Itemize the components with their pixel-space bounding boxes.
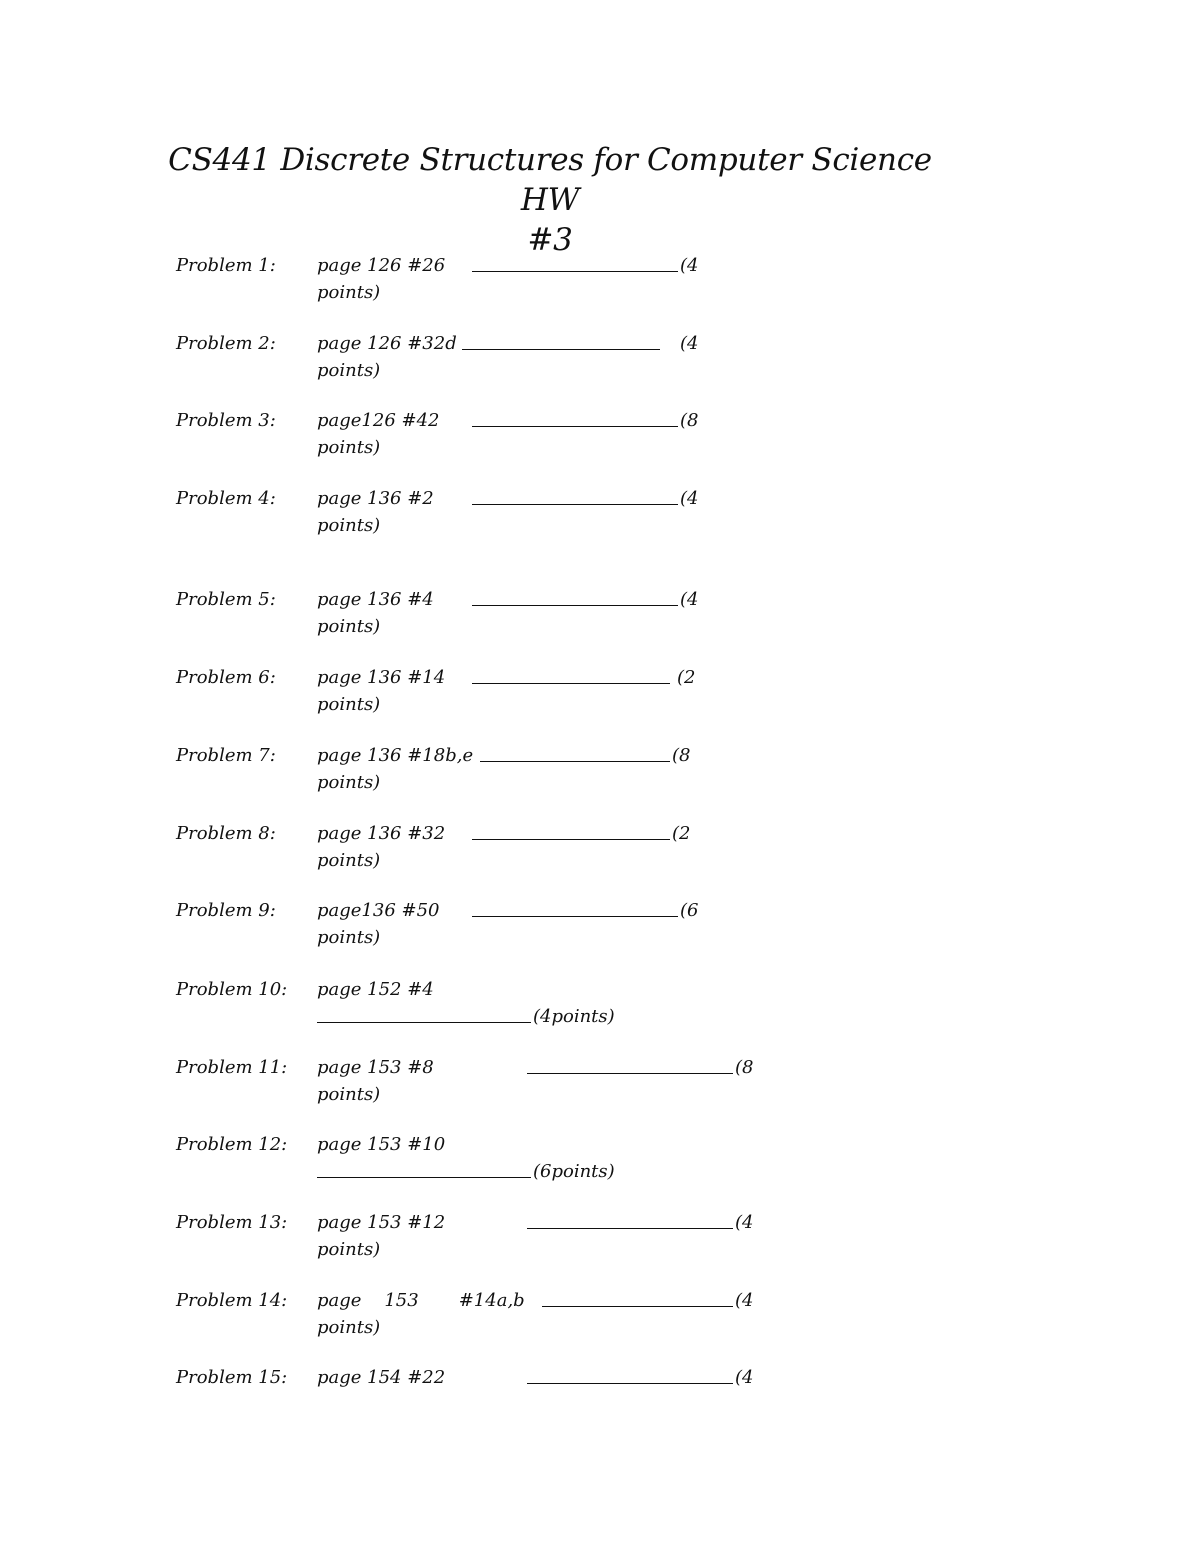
problem-page-ref: page 152 #4 [317,979,434,1000]
problem-points-cont: points) [317,850,381,871]
problem-label: Problem 14: [176,1290,288,1311]
problem-row-4 [0,485,1200,545]
problem-label: Problem 13: [176,1212,288,1233]
problem-page-ref: page 136 #4 [317,589,434,610]
problem-row-2 [0,330,1200,390]
problem-points-cont: points) [317,927,381,948]
problem-points: (2 [672,823,691,844]
problem-label: Problem 1: [176,255,276,276]
problem-page-ref: page 153 #8 [317,1057,434,1078]
problem-points: (6 [680,900,699,921]
problem-points-cont: points) [317,437,381,458]
answer-blank[interactable] [472,839,670,840]
problem-points: (4 [735,1290,754,1311]
problem-row-14 [0,1287,1200,1347]
answer-blank[interactable] [472,683,670,684]
problem-page-ref: page 136 #14 [317,667,446,688]
problem-points: (4 [735,1367,754,1388]
problem-row-8 [0,820,1200,880]
problem-page-ref: page136 #50 [317,900,440,921]
answer-blank[interactable] [317,1022,531,1023]
answer-blank[interactable] [472,605,678,606]
title-line-1: CS441 Discrete Structures for Computer Science HW [168,142,932,218]
problem-page-ref: page 136 #2 [317,488,434,509]
document-title [150,140,950,260]
problem-row-9 [0,897,1200,957]
answer-blank[interactable] [472,271,678,272]
answer-blank[interactable] [480,761,670,762]
problem-points-cont: points) [317,1084,381,1105]
problem-points: (2 [677,667,696,688]
problem-page-ref: page126 #42 [317,410,440,431]
problem-points: (6points) [533,1161,615,1182]
problem-points: (8 [680,410,699,431]
problem-row-15 [0,1364,1200,1424]
answer-blank[interactable] [472,504,678,505]
answer-blank[interactable] [462,349,660,350]
problem-label: Problem 12: [176,1134,288,1155]
problem-points-cont: points) [317,515,381,536]
problem-points: (4 [680,589,699,610]
problem-row-7 [0,742,1200,802]
problem-label: Problem 8: [176,823,276,844]
answer-blank[interactable] [527,1228,733,1229]
problem-row-3 [0,407,1200,467]
problem-points-cont: points) [317,694,381,715]
problem-page-ref: page 153 #12 [317,1212,446,1233]
problem-row-10 [0,976,1200,1036]
problem-label: Problem 2: [176,333,276,354]
problem-page-ref: page 153 #14a,b [317,1290,525,1311]
problem-label: Problem 11: [176,1057,288,1078]
problem-label: Problem 7: [176,745,276,766]
problem-points: (4 [680,333,699,354]
problem-points: (4points) [533,1006,615,1027]
problem-row-5 [0,586,1200,646]
problem-points-cont: points) [317,1317,381,1338]
answer-blank[interactable] [527,1383,733,1384]
problem-page-ref: page 126 #26 [317,255,446,276]
problem-points-cont: points) [317,282,381,303]
problem-points: (8 [672,745,691,766]
answer-blank[interactable] [527,1073,733,1074]
problem-page-ref: page 136 #32 [317,823,446,844]
problem-label: Problem 9: [176,900,276,921]
problem-page-ref: page 126 #32d [317,333,457,354]
problem-row-6 [0,664,1200,724]
problem-label: Problem 10: [176,979,288,1000]
problem-label: Problem 4: [176,488,276,509]
title-line-2: #3 [527,222,573,258]
problem-points-cont: points) [317,772,381,793]
problem-row-11 [0,1054,1200,1114]
answer-blank[interactable] [542,1306,733,1307]
problem-points-cont: points) [317,616,381,637]
problem-label: Problem 5: [176,589,276,610]
answer-blank[interactable] [472,916,678,917]
problem-page-ref: page 154 #22 [317,1367,446,1388]
problem-points: (4 [680,255,699,276]
problem-row-1 [0,252,1200,312]
problem-points: (8 [735,1057,754,1078]
answer-blank[interactable] [472,426,678,427]
problem-label: Problem 6: [176,667,276,688]
answer-blank[interactable] [317,1177,531,1178]
problem-row-12 [0,1131,1200,1191]
problem-points-cont: points) [317,360,381,381]
problem-label: Problem 3: [176,410,276,431]
problem-page-ref: page 153 #10 [317,1134,446,1155]
problem-points-cont: points) [317,1239,381,1260]
problem-label: Problem 15: [176,1367,288,1388]
problem-row-13 [0,1209,1200,1269]
problem-points: (4 [680,488,699,509]
problem-page-ref: page 136 #18b,e [317,745,474,766]
problem-points: (4 [735,1212,754,1233]
